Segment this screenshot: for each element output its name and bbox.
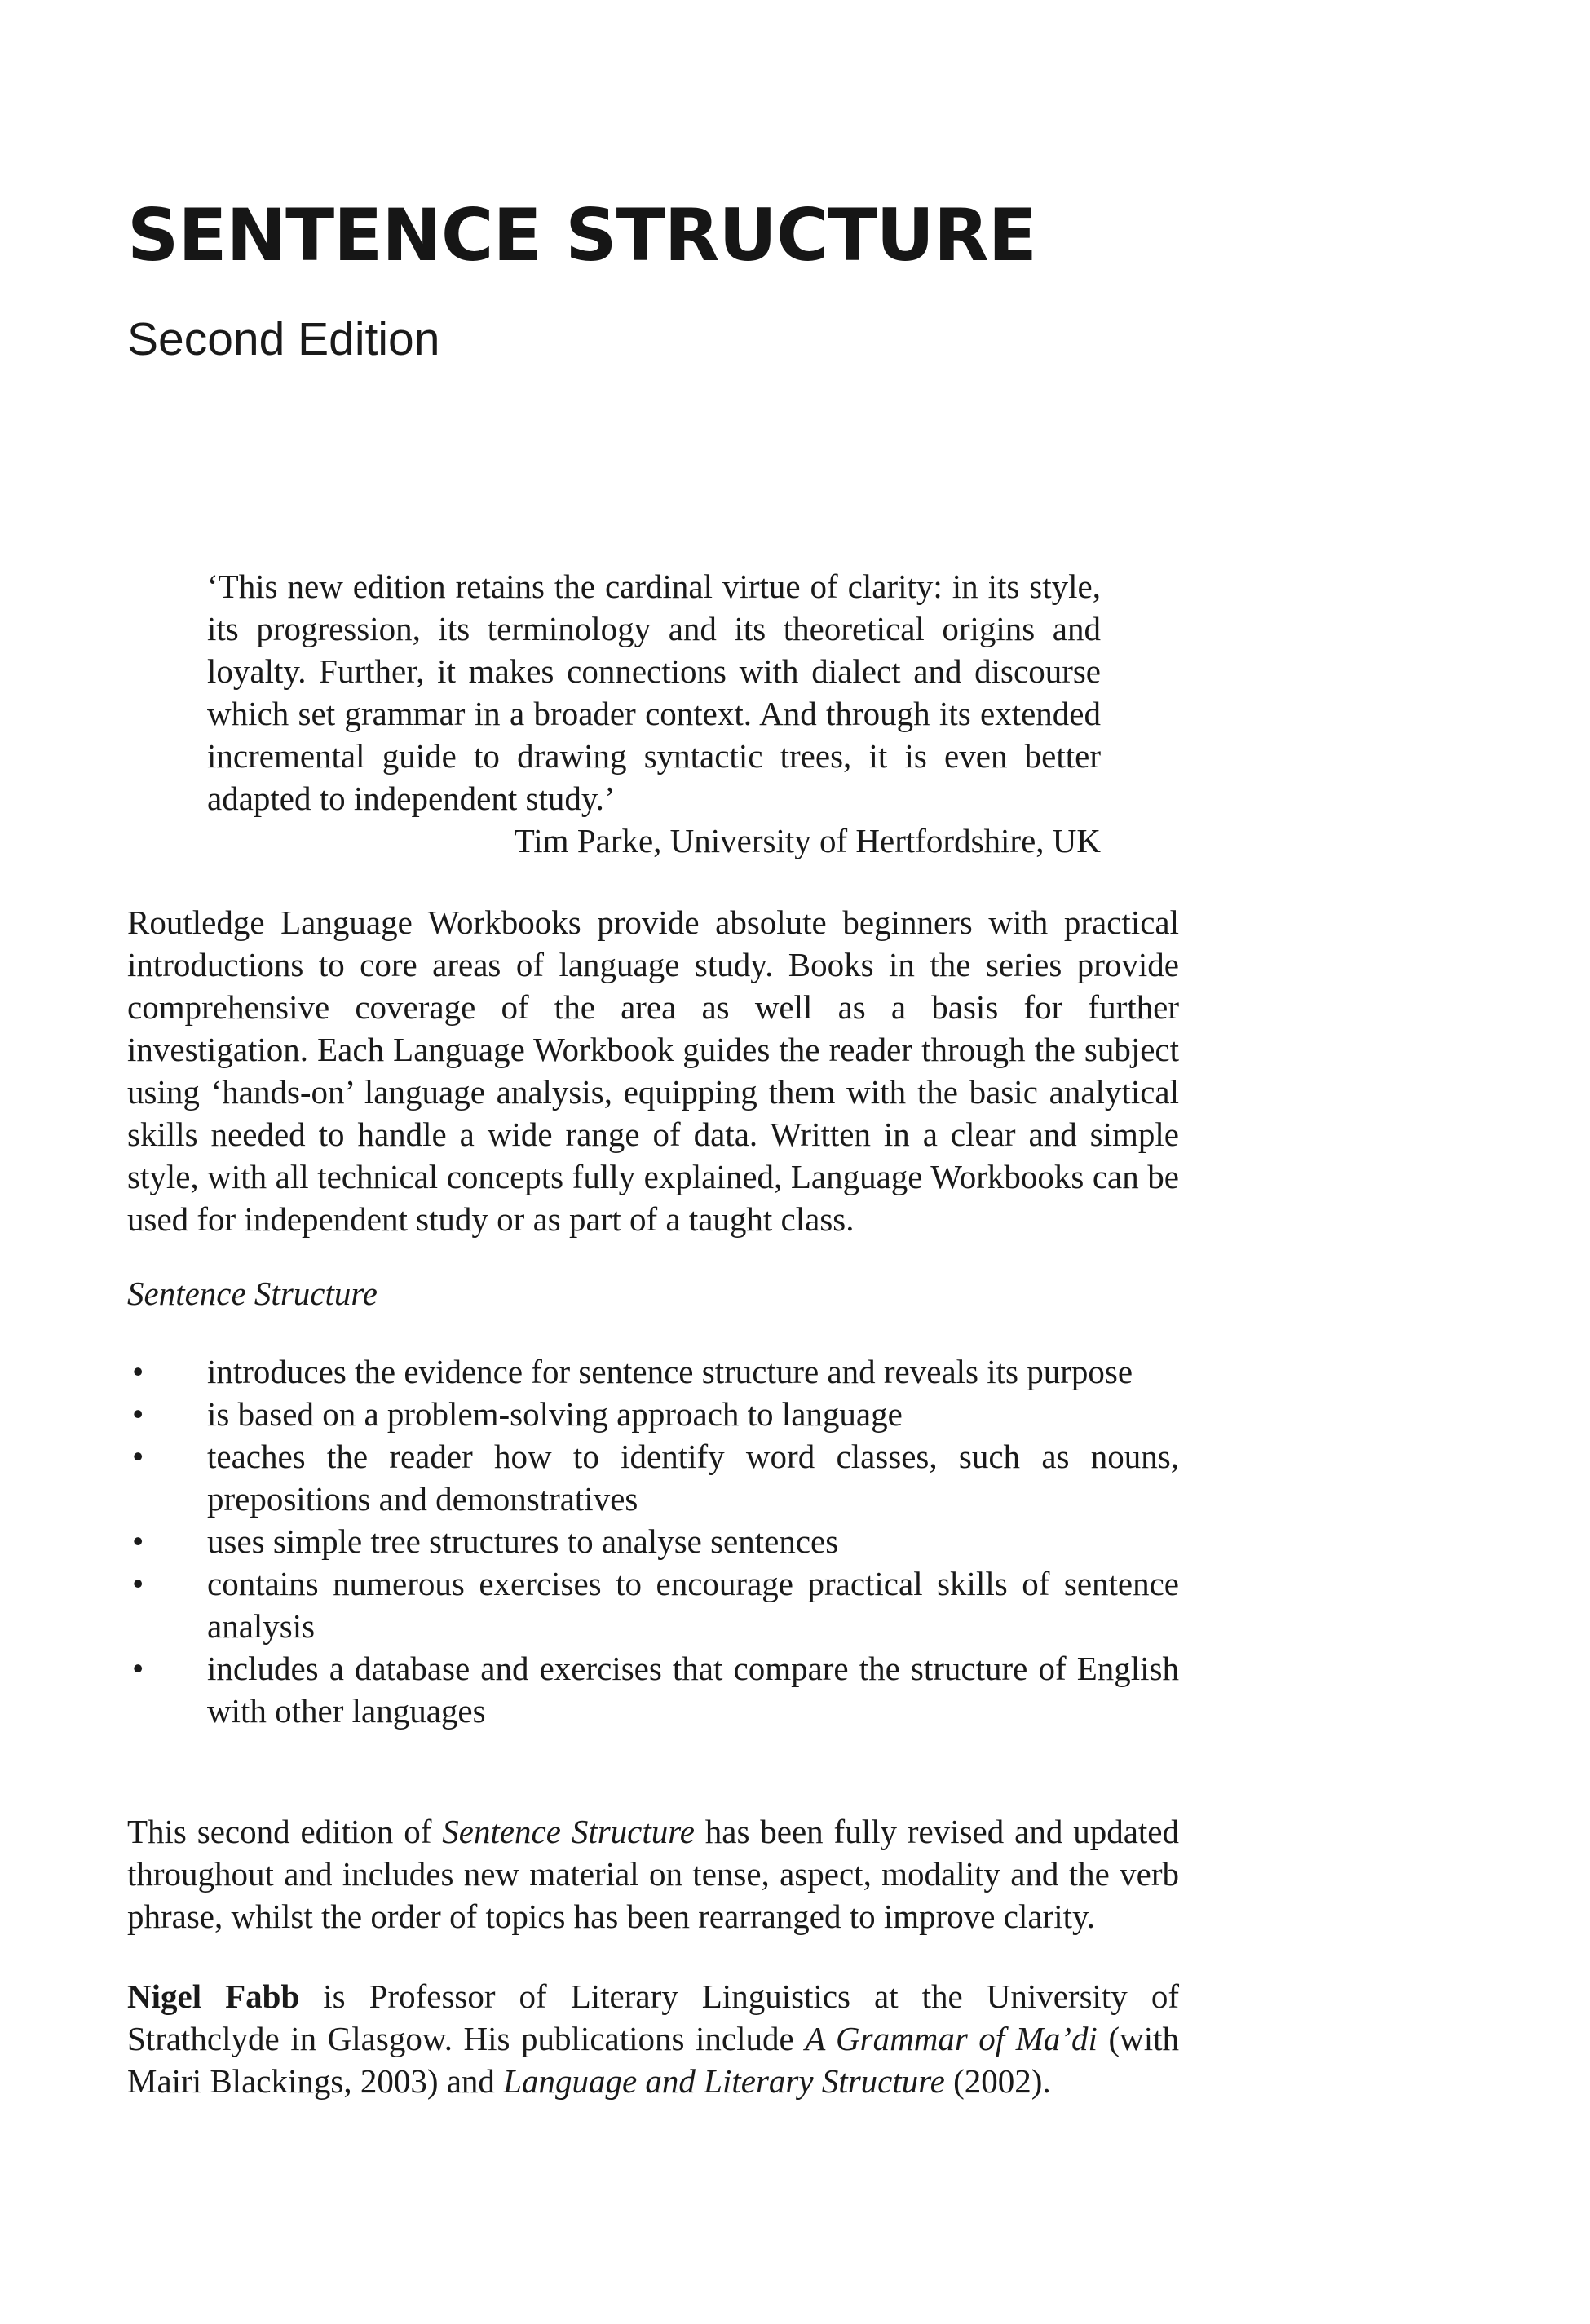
bullet-icon: •: [132, 1353, 144, 1390]
list-item: [127, 1647, 1179, 1732]
list-item-text: teaches the reader how to identify word classes, such as nouns, prepositions and demonstratives: [207, 1438, 1179, 1518]
edition-note: [127, 1810, 1179, 1937]
author-bio: [127, 1975, 1179, 2102]
endorsement-quote: ‘This new edition retains the cardinal virtue of clarity: in its style, its progression, its terminology and its theoretical origins and loyalty. Further, it makes connections with dialect and discourse which set grammar in a broader context. And through its extended incremental guide to drawing syntactic trees, it is even better adapted to independent study.’: [207, 568, 1101, 817]
edition-note-prefix: This second edition of: [127, 1813, 443, 1850]
bullet-icon: •: [132, 1522, 144, 1560]
list-item: [127, 1562, 1179, 1647]
author-bio-text-2: (with Mairi Blackings, 2003) and: [127, 2020, 1180, 2100]
edition-subtitle: Second Edition: [127, 313, 440, 365]
list-item: [127, 1350, 1179, 1393]
list-item-text: contains numerous exercises to encourage practical skills of sentence analysis: [207, 1565, 1179, 1645]
bullet-icon: •: [132, 1650, 144, 1687]
edition-note-suffix: has been fully revised and updated throughout and includes new material on tense, aspect, modality and the verb phrase, whilst the order of topics has been rearranged to improve clarity.: [127, 1813, 1179, 1935]
book-heading: Sentence Structure: [127, 1275, 378, 1312]
list-item-text: introduces the evidence for sentence structure and reveals its purpose: [207, 1353, 1133, 1390]
author-name: Nigel Fabb: [127, 1977, 300, 2015]
list-item-text: is based on a problem-solving approach to language: [207, 1395, 903, 1433]
author-work-2: Language and Literary Structure: [503, 2062, 945, 2100]
list-item: [127, 1435, 1179, 1520]
endorsement-attribution: Tim Parke, University of Hertfordshire, UK: [514, 822, 1101, 859]
list-item-text: uses simple tree structures to analyse sentences: [207, 1522, 839, 1560]
list-item-text: includes a database and exercises that compare the structure of English with other languages: [207, 1650, 1179, 1730]
series-description: Routledge Language Workbooks provide absolute beginners with practical introductions to core areas of language study. Books in the series provide comprehensive coverage of the area as well as a basis for further investigation. Each Language Workbook guides the reader through the subject using ‘hands-on’ language analysis, equipping them with the basic analytical skills needed to handle a wide range of data. Written in a clear and simple style, with all technical concepts fully explained, Language Workbooks can be used for independent study or as part of a taught class.: [127, 904, 1179, 1238]
author-work-1: A Grammar of Ma’di: [805, 2020, 1098, 2057]
book-title: SENTENCE STRUCTURE: [127, 193, 1036, 277]
edition-note-book-title: Sentence Structure: [442, 1813, 695, 1850]
list-item: [127, 1393, 1179, 1435]
list-item: [127, 1520, 1179, 1562]
author-bio-text-1: is Professor of Literary Linguistics at the University of Strathclyde in Glasgow. His publications include: [127, 1977, 1179, 2057]
bullet-icon: •: [132, 1395, 144, 1433]
bullet-icon: •: [132, 1565, 144, 1602]
author-bio-text-3: (2002).: [944, 2062, 1051, 2100]
bullet-icon: •: [132, 1438, 144, 1475]
feature-list: [127, 1350, 1179, 1732]
